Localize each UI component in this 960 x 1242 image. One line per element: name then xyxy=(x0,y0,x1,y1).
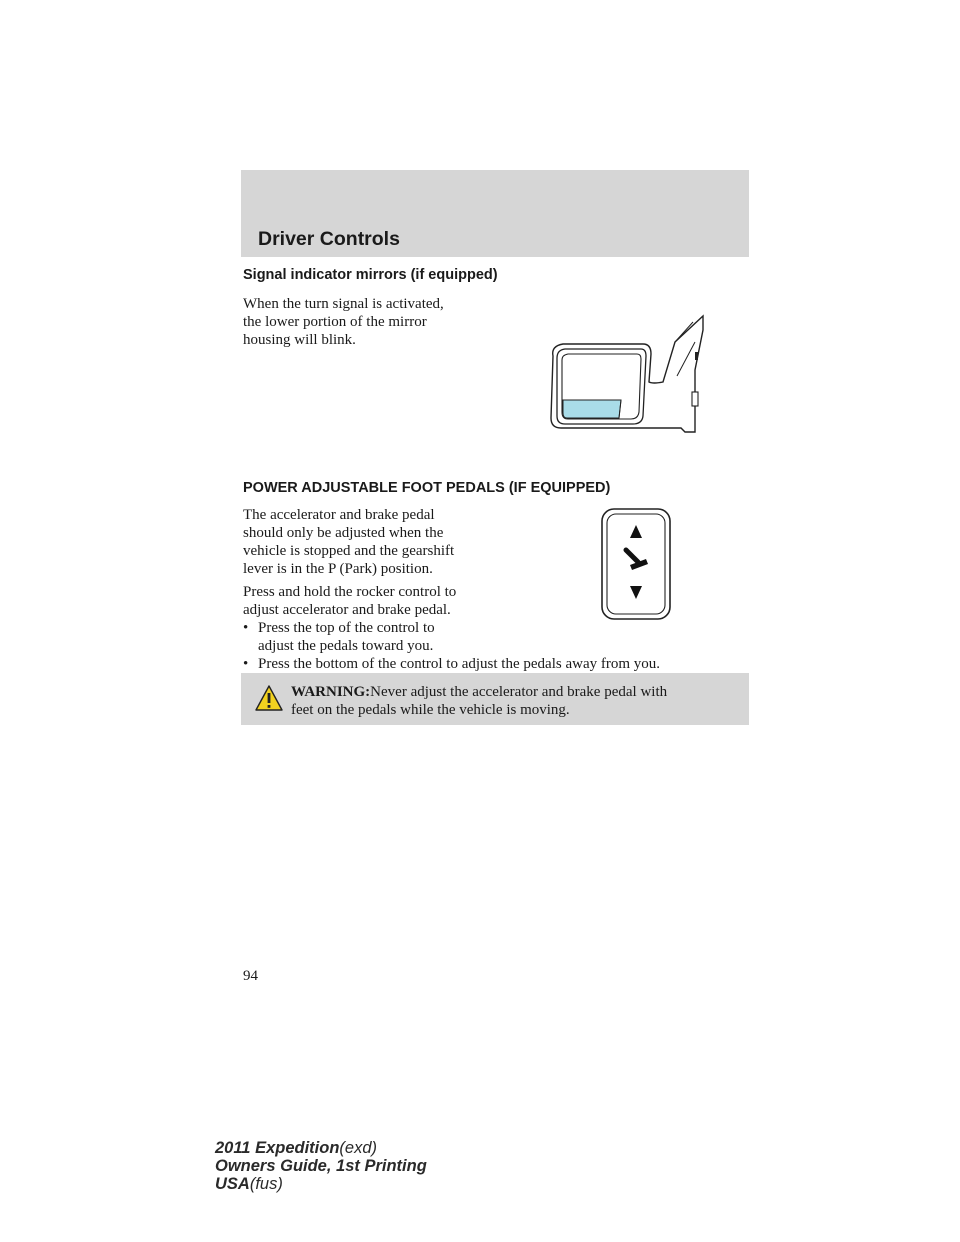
signal-mirrors-heading: Signal indicator mirrors (if equipped) xyxy=(243,267,498,283)
warning-label: WARNING: xyxy=(291,684,371,700)
text-line: adjust accelerator and brake pedal. xyxy=(243,602,451,618)
section-title: Driver Controls xyxy=(258,228,400,250)
signal-mirrors-text xyxy=(243,295,444,349)
text-line: Press the top of the control to xyxy=(258,620,435,636)
pedals-heading: POWER ADJUSTABLE FOOT PEDALS (IF EQUIPPED) xyxy=(243,480,611,496)
footer-model-code: (exd) xyxy=(339,1139,377,1157)
text-line: housing will blink. xyxy=(243,332,356,348)
bullet-marker: • xyxy=(243,656,249,672)
text-line: should only be adjusted when the xyxy=(243,525,444,541)
warning-text xyxy=(291,683,741,719)
text-line: The accelerator and brake pedal xyxy=(243,507,435,523)
text-line: adjust the pedals toward you. xyxy=(258,638,434,654)
document-footer xyxy=(215,1139,427,1193)
warning-line: Never adjust the accelerator and brake pedal with xyxy=(370,684,668,700)
footer-model: 2011 Expedition xyxy=(215,1139,340,1157)
footer-market: USA xyxy=(215,1175,250,1193)
text-line: Press the bottom of the control to adjust the pedals away from you. xyxy=(258,656,661,672)
section-header-band xyxy=(241,170,749,257)
text-line: When the turn signal is activated, xyxy=(243,296,444,312)
warning-triangle-icon xyxy=(254,684,284,712)
pedal-rocker-switch-illustration xyxy=(600,507,672,621)
footer-printing: Owners Guide, 1st Printing xyxy=(215,1157,427,1175)
text-line: vehicle is stopped and the gearshift xyxy=(243,543,455,559)
page-number: 94 xyxy=(243,968,258,984)
text-line: Press and hold the rocker control to xyxy=(243,584,457,600)
pedals-paragraph-1 xyxy=(243,506,454,578)
bullet-marker: • xyxy=(243,620,249,636)
warning-line: feet on the pedals while the vehicle is moving. xyxy=(291,702,570,718)
warning-box xyxy=(241,673,749,725)
text-line: lever is in the P (Park) position. xyxy=(243,561,433,577)
footer-market-code: (fus) xyxy=(249,1175,283,1193)
pedals-paragraph-2 xyxy=(243,583,456,619)
text-line: the lower portion of the mirror xyxy=(243,314,427,330)
signal-mirror-illustration xyxy=(545,312,705,437)
